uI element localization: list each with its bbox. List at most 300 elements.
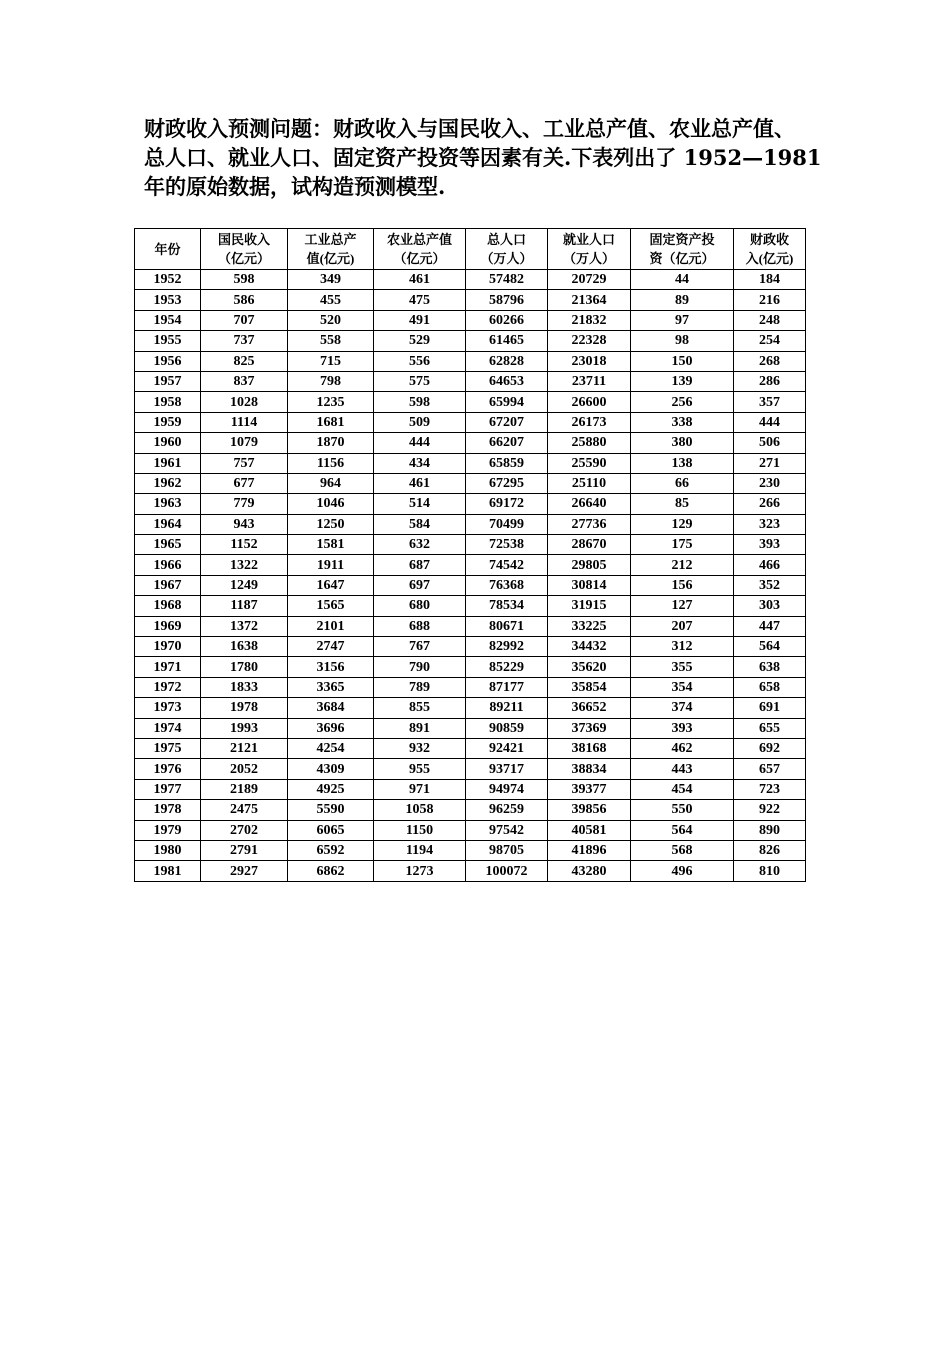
- intro-line-3: 年的原始数据，试构造预测模型.: [144, 174, 446, 199]
- cell-national-income: 837: [201, 371, 288, 391]
- table-row: [135, 596, 806, 616]
- table-row: [135, 535, 806, 555]
- cell-fixed-asset-investment: 175: [631, 535, 734, 555]
- header-total-population: [466, 229, 548, 270]
- cell-industrial-output: 715: [288, 351, 374, 371]
- cell-fiscal-revenue: 723: [734, 779, 806, 799]
- table-header-row: [135, 229, 806, 270]
- cell-employed-population: 20729: [548, 270, 631, 290]
- table-row: [135, 555, 806, 575]
- header-label: 国民收入: [217, 232, 270, 247]
- cell-industrial-output: 1911: [288, 555, 374, 575]
- cell-employed-population: 37369: [548, 718, 631, 738]
- cell-agricultural-output: 475: [374, 290, 466, 310]
- cell-industrial-output: 798: [288, 371, 374, 391]
- cell-employed-population: 33225: [548, 616, 631, 636]
- cell-fixed-asset-investment: 564: [631, 820, 734, 840]
- cell-fixed-asset-investment: 207: [631, 616, 734, 636]
- cell-employed-population: 22328: [548, 331, 631, 351]
- cell-national-income: 1638: [201, 637, 288, 657]
- cell-national-income: 1114: [201, 412, 288, 432]
- cell-total-population: 60266: [466, 310, 548, 330]
- cell-industrial-output: 6065: [288, 820, 374, 840]
- cell-industrial-output: 4925: [288, 779, 374, 799]
- header-unit: （万人）: [480, 251, 533, 266]
- cell-fiscal-revenue: 444: [734, 412, 806, 432]
- cell-national-income: 707: [201, 310, 288, 330]
- cell-national-income: 757: [201, 453, 288, 473]
- cell-national-income: 943: [201, 514, 288, 534]
- cell-year: 1969: [135, 616, 201, 636]
- cell-agricultural-output: 932: [374, 738, 466, 758]
- cell-national-income: 1152: [201, 535, 288, 555]
- cell-industrial-output: 2101: [288, 616, 374, 636]
- header-employed-population: [548, 229, 631, 270]
- cell-industrial-output: 3365: [288, 677, 374, 697]
- cell-fixed-asset-investment: 97: [631, 310, 734, 330]
- cell-fixed-asset-investment: 568: [631, 840, 734, 860]
- cell-year: 1957: [135, 371, 201, 391]
- cell-fixed-asset-investment: 380: [631, 433, 734, 453]
- cell-industrial-output: 5590: [288, 800, 374, 820]
- cell-agricultural-output: 790: [374, 657, 466, 677]
- table-row: [135, 351, 806, 371]
- cell-year: 1952: [135, 270, 201, 290]
- cell-total-population: 67295: [466, 473, 548, 493]
- cell-employed-population: 23711: [548, 371, 631, 391]
- cell-agricultural-output: 461: [374, 473, 466, 493]
- cell-employed-population: 25880: [548, 433, 631, 453]
- cell-industrial-output: 1681: [288, 412, 374, 432]
- header-unit: 值(亿元): [306, 251, 355, 266]
- cell-total-population: 80671: [466, 616, 548, 636]
- cell-employed-population: 40581: [548, 820, 631, 840]
- cell-national-income: 2702: [201, 820, 288, 840]
- cell-national-income: 2475: [201, 800, 288, 820]
- cell-agricultural-output: 575: [374, 371, 466, 391]
- cell-national-income: 1780: [201, 657, 288, 677]
- cell-total-population: 76368: [466, 575, 548, 595]
- cell-fiscal-revenue: 657: [734, 759, 806, 779]
- cell-total-population: 69172: [466, 494, 548, 514]
- cell-agricultural-output: 491: [374, 310, 466, 330]
- cell-total-population: 89211: [466, 698, 548, 718]
- cell-year: 1953: [135, 290, 201, 310]
- cell-agricultural-output: 514: [374, 494, 466, 514]
- cell-agricultural-output: 855: [374, 698, 466, 718]
- cell-agricultural-output: 584: [374, 514, 466, 534]
- cell-employed-population: 26640: [548, 494, 631, 514]
- cell-fixed-asset-investment: 44: [631, 270, 734, 290]
- cell-industrial-output: 349: [288, 270, 374, 290]
- cell-agricultural-output: 955: [374, 759, 466, 779]
- cell-employed-population: 21832: [548, 310, 631, 330]
- cell-year: 1966: [135, 555, 201, 575]
- cell-total-population: 62828: [466, 351, 548, 371]
- cell-year: 1967: [135, 575, 201, 595]
- cell-total-population: 100072: [466, 861, 548, 881]
- cell-industrial-output: 4309: [288, 759, 374, 779]
- cell-fiscal-revenue: 266: [734, 494, 806, 514]
- cell-national-income: 2121: [201, 738, 288, 758]
- cell-agricultural-output: 680: [374, 596, 466, 616]
- header-fiscal-revenue: [734, 229, 806, 270]
- cell-industrial-output: 964: [288, 473, 374, 493]
- cell-fixed-asset-investment: 374: [631, 698, 734, 718]
- table-row: [135, 371, 806, 391]
- cell-total-population: 61465: [466, 331, 548, 351]
- cell-fiscal-revenue: 890: [734, 820, 806, 840]
- cell-fixed-asset-investment: 127: [631, 596, 734, 616]
- cell-year: 1965: [135, 535, 201, 555]
- cell-employed-population: 39377: [548, 779, 631, 799]
- header-unit: 资（亿元）: [649, 251, 715, 266]
- cell-total-population: 94974: [466, 779, 548, 799]
- cell-employed-population: 27736: [548, 514, 631, 534]
- cell-fixed-asset-investment: 98: [631, 331, 734, 351]
- table-row: [135, 698, 806, 718]
- cell-industrial-output: 4254: [288, 738, 374, 758]
- cell-agricultural-output: 688: [374, 616, 466, 636]
- header-agricultural-output: [374, 229, 466, 270]
- cell-agricultural-output: 461: [374, 270, 466, 290]
- cell-year: 1958: [135, 392, 201, 412]
- cell-agricultural-output: 434: [374, 453, 466, 473]
- cell-national-income: 598: [201, 270, 288, 290]
- cell-national-income: 1993: [201, 718, 288, 738]
- cell-fixed-asset-investment: 496: [631, 861, 734, 881]
- cell-year: 1959: [135, 412, 201, 432]
- cell-fiscal-revenue: 466: [734, 555, 806, 575]
- cell-year: 1976: [135, 759, 201, 779]
- cell-fiscal-revenue: 447: [734, 616, 806, 636]
- cell-agricultural-output: 891: [374, 718, 466, 738]
- cell-agricultural-output: 556: [374, 351, 466, 371]
- cell-industrial-output: 2747: [288, 637, 374, 657]
- header-unit: （万人）: [562, 251, 615, 266]
- table-row: [135, 412, 806, 432]
- cell-fiscal-revenue: 658: [734, 677, 806, 697]
- cell-agricultural-output: 1194: [374, 840, 466, 860]
- table-row: [135, 473, 806, 493]
- cell-fiscal-revenue: 922: [734, 800, 806, 820]
- cell-fixed-asset-investment: 355: [631, 657, 734, 677]
- cell-agricultural-output: 529: [374, 331, 466, 351]
- cell-employed-population: 39856: [548, 800, 631, 820]
- cell-fixed-asset-investment: 256: [631, 392, 734, 412]
- cell-industrial-output: 1250: [288, 514, 374, 534]
- cell-fixed-asset-investment: 454: [631, 779, 734, 799]
- cell-employed-population: 38168: [548, 738, 631, 758]
- cell-agricultural-output: 1058: [374, 800, 466, 820]
- cell-employed-population: 43280: [548, 861, 631, 881]
- cell-fixed-asset-investment: 443: [631, 759, 734, 779]
- cell-total-population: 65859: [466, 453, 548, 473]
- table-row: [135, 637, 806, 657]
- cell-total-population: 96259: [466, 800, 548, 820]
- cell-employed-population: 30814: [548, 575, 631, 595]
- cell-agricultural-output: 509: [374, 412, 466, 432]
- table-row: [135, 270, 806, 290]
- intro-line-1: 财政收入预测问题：财政收入与国民收入、工业总产值、农业总产值、: [144, 116, 795, 141]
- cell-employed-population: 25110: [548, 473, 631, 493]
- cell-industrial-output: 1156: [288, 453, 374, 473]
- cell-fixed-asset-investment: 129: [631, 514, 734, 534]
- cell-total-population: 58796: [466, 290, 548, 310]
- table-row: [135, 433, 806, 453]
- table-row: [135, 657, 806, 677]
- cell-national-income: 737: [201, 331, 288, 351]
- cell-agricultural-output: 598: [374, 392, 466, 412]
- cell-national-income: 1249: [201, 575, 288, 595]
- problem-statement: [144, 114, 824, 201]
- cell-agricultural-output: 1273: [374, 861, 466, 881]
- cell-national-income: 1079: [201, 433, 288, 453]
- cell-agricultural-output: 767: [374, 637, 466, 657]
- cell-national-income: 586: [201, 290, 288, 310]
- cell-total-population: 67207: [466, 412, 548, 432]
- cell-industrial-output: 1565: [288, 596, 374, 616]
- cell-total-population: 92421: [466, 738, 548, 758]
- cell-fiscal-revenue: 691: [734, 698, 806, 718]
- cell-fiscal-revenue: 393: [734, 535, 806, 555]
- cell-year: 1963: [135, 494, 201, 514]
- cell-employed-population: 31915: [548, 596, 631, 616]
- cell-agricultural-output: 444: [374, 433, 466, 453]
- cell-agricultural-output: 632: [374, 535, 466, 555]
- cell-fiscal-revenue: 271: [734, 453, 806, 473]
- cell-national-income: 2791: [201, 840, 288, 860]
- cell-national-income: 1187: [201, 596, 288, 616]
- cell-total-population: 98705: [466, 840, 548, 860]
- cell-national-income: 825: [201, 351, 288, 371]
- cell-fiscal-revenue: 638: [734, 657, 806, 677]
- header-year: [135, 229, 201, 270]
- cell-year: 1964: [135, 514, 201, 534]
- intro-line-2: 总人口、就业人口、固定资产投资等因素有关.下表列出了 1952—1981: [144, 145, 822, 170]
- cell-industrial-output: 1581: [288, 535, 374, 555]
- cell-total-population: 57482: [466, 270, 548, 290]
- cell-fiscal-revenue: 323: [734, 514, 806, 534]
- table-row: [135, 861, 806, 881]
- cell-national-income: 779: [201, 494, 288, 514]
- cell-fiscal-revenue: 810: [734, 861, 806, 881]
- cell-national-income: 2927: [201, 861, 288, 881]
- cell-fiscal-revenue: 248: [734, 310, 806, 330]
- cell-fixed-asset-investment: 66: [631, 473, 734, 493]
- cell-employed-population: 38834: [548, 759, 631, 779]
- cell-employed-population: 23018: [548, 351, 631, 371]
- table-row: [135, 738, 806, 758]
- header-label: 固定资产投: [649, 232, 715, 247]
- cell-total-population: 70499: [466, 514, 548, 534]
- cell-year: 1968: [135, 596, 201, 616]
- cell-year: 1978: [135, 800, 201, 820]
- cell-total-population: 78534: [466, 596, 548, 616]
- cell-fixed-asset-investment: 550: [631, 800, 734, 820]
- cell-fiscal-revenue: 254: [734, 331, 806, 351]
- table-row: [135, 616, 806, 636]
- cell-agricultural-output: 697: [374, 575, 466, 595]
- cell-fiscal-revenue: 216: [734, 290, 806, 310]
- cell-industrial-output: 6862: [288, 861, 374, 881]
- table-row: [135, 779, 806, 799]
- header-industrial-output: [288, 229, 374, 270]
- cell-fixed-asset-investment: 312: [631, 637, 734, 657]
- cell-industrial-output: 3156: [288, 657, 374, 677]
- cell-total-population: 74542: [466, 555, 548, 575]
- cell-fixed-asset-investment: 138: [631, 453, 734, 473]
- cell-year: 1971: [135, 657, 201, 677]
- cell-national-income: 1028: [201, 392, 288, 412]
- cell-agricultural-output: 789: [374, 677, 466, 697]
- cell-year: 1955: [135, 331, 201, 351]
- cell-industrial-output: 455: [288, 290, 374, 310]
- cell-employed-population: 35854: [548, 677, 631, 697]
- header-unit: （亿元）: [217, 251, 270, 266]
- cell-total-population: 93717: [466, 759, 548, 779]
- cell-fiscal-revenue: 357: [734, 392, 806, 412]
- table-row: [135, 840, 806, 860]
- table-row: [135, 514, 806, 534]
- cell-industrial-output: 6592: [288, 840, 374, 860]
- cell-year: 1960: [135, 433, 201, 453]
- cell-fixed-asset-investment: 150: [631, 351, 734, 371]
- table-row: [135, 820, 806, 840]
- cell-fiscal-revenue: 506: [734, 433, 806, 453]
- cell-fiscal-revenue: 268: [734, 351, 806, 371]
- cell-total-population: 85229: [466, 657, 548, 677]
- cell-fiscal-revenue: 655: [734, 718, 806, 738]
- cell-national-income: 2052: [201, 759, 288, 779]
- cell-agricultural-output: 687: [374, 555, 466, 575]
- table-row: [135, 677, 806, 697]
- header-label: 财政收: [749, 232, 789, 247]
- cell-total-population: 72538: [466, 535, 548, 555]
- cell-national-income: 2189: [201, 779, 288, 799]
- cell-total-population: 65994: [466, 392, 548, 412]
- cell-year: 1980: [135, 840, 201, 860]
- cell-total-population: 82992: [466, 637, 548, 657]
- header-label: 农业总产值: [386, 232, 452, 247]
- table-row: [135, 575, 806, 595]
- cell-employed-population: 26173: [548, 412, 631, 432]
- cell-year: 1954: [135, 310, 201, 330]
- cell-fixed-asset-investment: 338: [631, 412, 734, 432]
- cell-fixed-asset-investment: 89: [631, 290, 734, 310]
- table-row: [135, 759, 806, 779]
- header-label: 工业总产: [304, 232, 357, 247]
- cell-fiscal-revenue: 826: [734, 840, 806, 860]
- cell-national-income: 1322: [201, 555, 288, 575]
- cell-national-income: 1372: [201, 616, 288, 636]
- cell-year: 1972: [135, 677, 201, 697]
- cell-fixed-asset-investment: 212: [631, 555, 734, 575]
- cell-industrial-output: 1046: [288, 494, 374, 514]
- cell-fiscal-revenue: 303: [734, 596, 806, 616]
- cell-total-population: 64653: [466, 371, 548, 391]
- cell-fixed-asset-investment: 139: [631, 371, 734, 391]
- cell-employed-population: 34432: [548, 637, 631, 657]
- cell-employed-population: 25590: [548, 453, 631, 473]
- cell-fixed-asset-investment: 354: [631, 677, 734, 697]
- cell-year: 1962: [135, 473, 201, 493]
- table-row: [135, 494, 806, 514]
- cell-year: 1974: [135, 718, 201, 738]
- header-label: 就业人口: [562, 232, 615, 247]
- cell-fiscal-revenue: 230: [734, 473, 806, 493]
- header-unit: 入(亿元): [745, 251, 794, 266]
- cell-agricultural-output: 971: [374, 779, 466, 799]
- cell-national-income: 677: [201, 473, 288, 493]
- header-label: 总人口: [486, 232, 526, 247]
- header-national-income: [201, 229, 288, 270]
- table-row: [135, 718, 806, 738]
- cell-fixed-asset-investment: 85: [631, 494, 734, 514]
- cell-employed-population: 35620: [548, 657, 631, 677]
- cell-employed-population: 41896: [548, 840, 631, 860]
- cell-fixed-asset-investment: 462: [631, 738, 734, 758]
- header-label: 年份: [154, 241, 181, 257]
- cell-total-population: 66207: [466, 433, 548, 453]
- cell-industrial-output: 1235: [288, 392, 374, 412]
- cell-year: 1973: [135, 698, 201, 718]
- cell-year: 1975: [135, 738, 201, 758]
- cell-industrial-output: 558: [288, 331, 374, 351]
- cell-year: 1956: [135, 351, 201, 371]
- table-row: [135, 800, 806, 820]
- cell-employed-population: 36652: [548, 698, 631, 718]
- cell-year: 1961: [135, 453, 201, 473]
- table-body: [135, 270, 806, 882]
- cell-industrial-output: 3684: [288, 698, 374, 718]
- cell-national-income: 1833: [201, 677, 288, 697]
- cell-employed-population: 28670: [548, 535, 631, 555]
- cell-total-population: 87177: [466, 677, 548, 697]
- table-row: [135, 453, 806, 473]
- cell-fixed-asset-investment: 393: [631, 718, 734, 738]
- cell-employed-population: 26600: [548, 392, 631, 412]
- table-row: [135, 310, 806, 330]
- cell-year: 1970: [135, 637, 201, 657]
- cell-employed-population: 21364: [548, 290, 631, 310]
- cell-total-population: 97542: [466, 820, 548, 840]
- cell-total-population: 90859: [466, 718, 548, 738]
- table-row: [135, 392, 806, 412]
- cell-fiscal-revenue: 286: [734, 371, 806, 391]
- cell-fiscal-revenue: 692: [734, 738, 806, 758]
- cell-fiscal-revenue: 184: [734, 270, 806, 290]
- cell-year: 1977: [135, 779, 201, 799]
- cell-year: 1981: [135, 861, 201, 881]
- cell-industrial-output: 520: [288, 310, 374, 330]
- cell-national-income: 1978: [201, 698, 288, 718]
- cell-industrial-output: 1647: [288, 575, 374, 595]
- cell-fiscal-revenue: 564: [734, 637, 806, 657]
- cell-industrial-output: 1870: [288, 433, 374, 453]
- cell-year: 1979: [135, 820, 201, 840]
- cell-industrial-output: 3696: [288, 718, 374, 738]
- header-fixed-asset-investment: [631, 229, 734, 270]
- table-row: [135, 331, 806, 351]
- cell-fiscal-revenue: 352: [734, 575, 806, 595]
- cell-agricultural-output: 1150: [374, 820, 466, 840]
- cell-employed-population: 29805: [548, 555, 631, 575]
- table-row: [135, 290, 806, 310]
- cell-fixed-asset-investment: 156: [631, 575, 734, 595]
- header-unit: （亿元）: [393, 251, 446, 266]
- data-table: [134, 228, 806, 882]
